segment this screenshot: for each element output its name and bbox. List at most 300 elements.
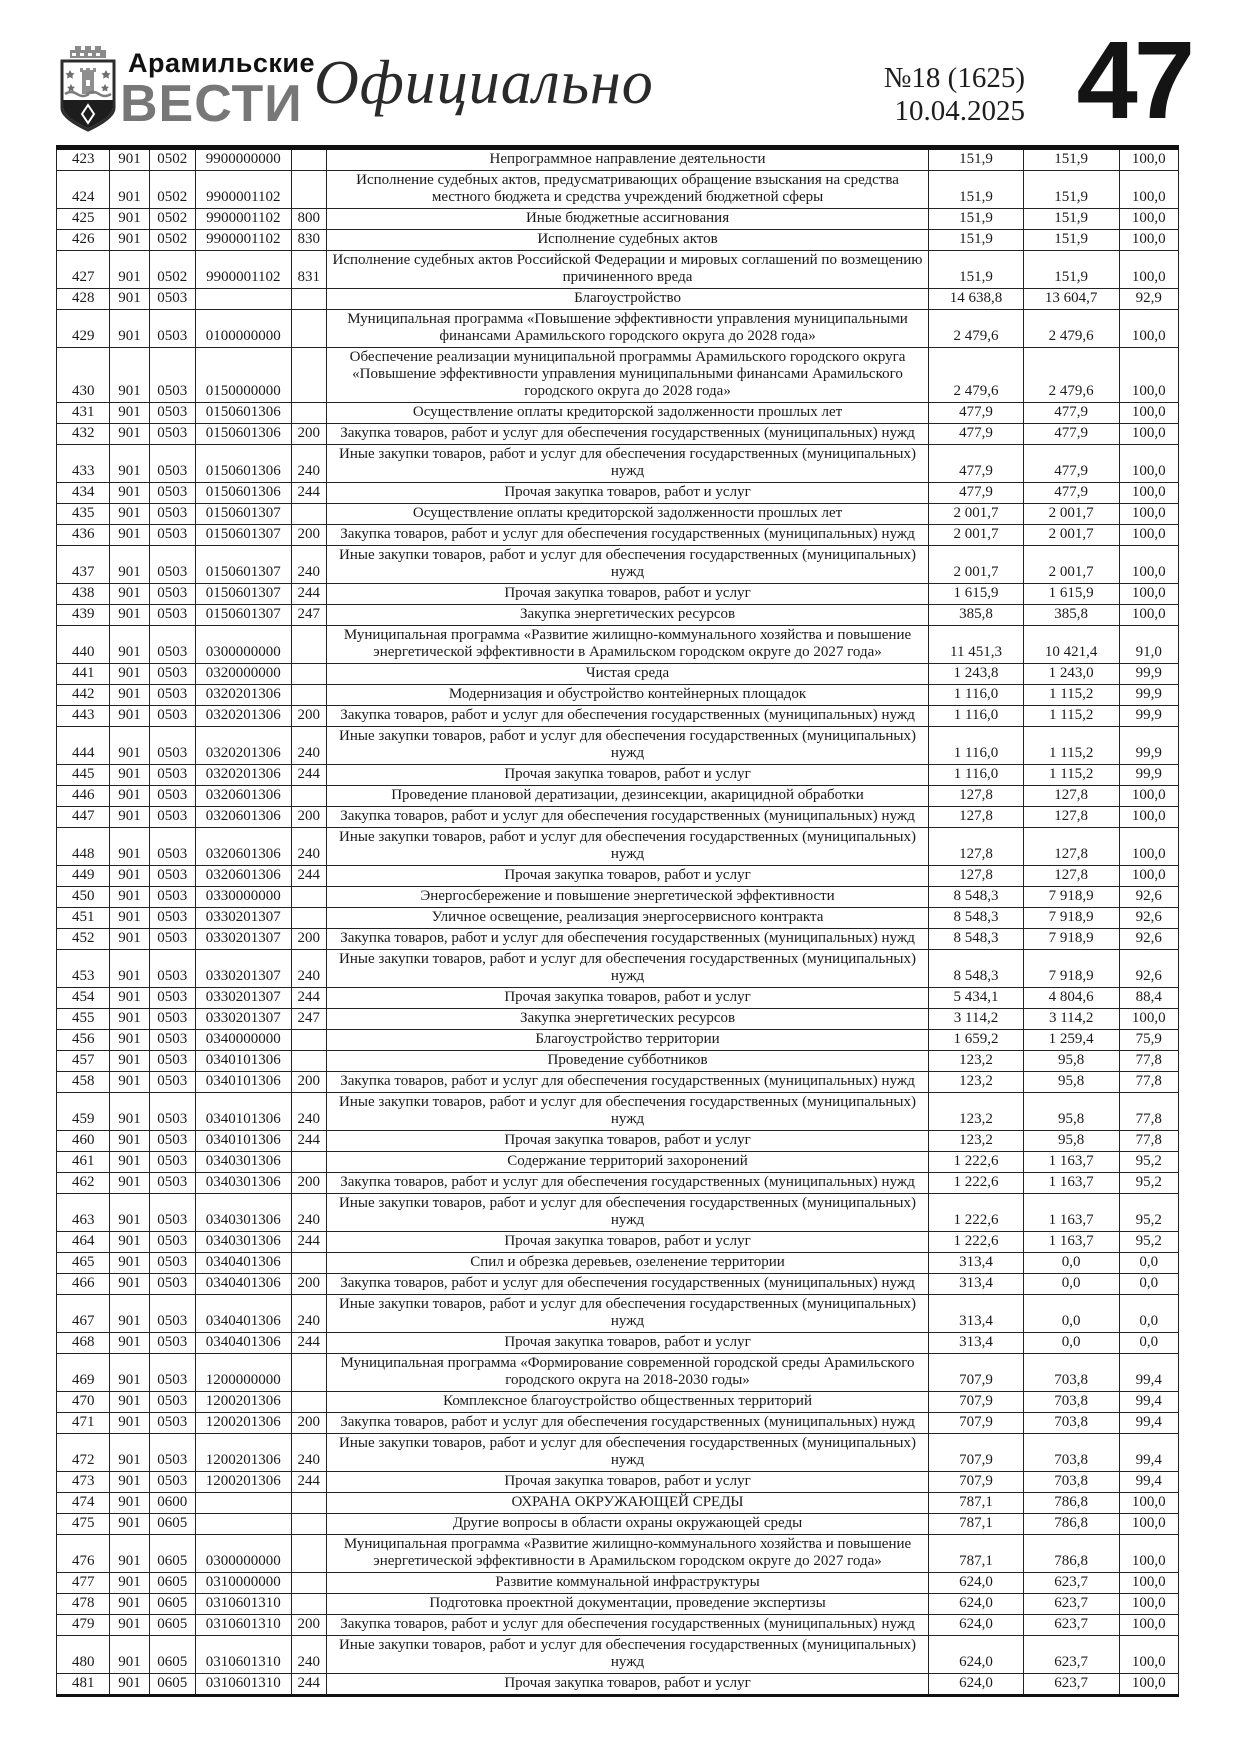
section-code-cell: 0605 xyxy=(149,1674,195,1696)
expense-type-cell: 244 xyxy=(291,483,326,504)
plan-value-cell: 127,8 xyxy=(929,866,1024,887)
row-number-cell: 430 xyxy=(57,348,110,403)
expense-type-cell: 200 xyxy=(291,424,326,445)
expense-type-cell: 244 xyxy=(291,988,326,1009)
expense-type-cell xyxy=(291,1051,326,1072)
expense-name-cell: Иные закупки товаров, работ и услуг для обеспечения государственных (муниципальных) нужд xyxy=(326,1636,928,1674)
row-number-cell: 447 xyxy=(57,807,110,828)
percent-value-cell: 100,0 xyxy=(1119,1573,1178,1594)
target-article-cell: 0150601307 xyxy=(195,504,291,525)
target-article-cell: 0100000000 xyxy=(195,310,291,348)
grbs-code-cell: 901 xyxy=(110,1072,149,1093)
row-number-cell: 451 xyxy=(57,908,110,929)
grbs-code-cell: 901 xyxy=(110,1333,149,1354)
expense-name-cell: Благоустройство xyxy=(326,289,928,310)
grbs-code-cell: 901 xyxy=(110,1493,149,1514)
grbs-code-cell: 901 xyxy=(110,1514,149,1535)
expense-type-cell xyxy=(291,1514,326,1535)
percent-value-cell: 91,0 xyxy=(1119,626,1178,664)
table-row xyxy=(57,1295,1179,1333)
expense-name-cell: Муниципальная программа «Развитие жилищно-коммунального хозяйства и повышение энергетической эффективности в Арамильском городском округе до 2027 года» xyxy=(326,626,928,664)
plan-value-cell: 624,0 xyxy=(929,1573,1024,1594)
plan-value-cell: 123,2 xyxy=(929,1131,1024,1152)
expense-type-cell: 200 xyxy=(291,525,326,546)
fact-value-cell: 3 114,2 xyxy=(1023,1009,1119,1030)
fact-value-cell: 95,8 xyxy=(1023,1131,1119,1152)
section-code-cell: 0503 xyxy=(149,403,195,424)
section-code-cell: 0503 xyxy=(149,828,195,866)
percent-value-cell: 100,0 xyxy=(1119,1615,1178,1636)
table-row xyxy=(57,1594,1179,1615)
section-code-cell: 0503 xyxy=(149,1392,195,1413)
target-article-cell: 0310601310 xyxy=(195,1615,291,1636)
expense-name-cell: Закупка товаров, работ и услуг для обеспечения государственных (муниципальных) нужд xyxy=(326,1072,928,1093)
fact-value-cell: 1 615,9 xyxy=(1023,584,1119,605)
table-row xyxy=(57,348,1179,403)
grbs-code-cell: 901 xyxy=(110,1472,149,1493)
grbs-code-cell: 901 xyxy=(110,171,149,209)
target-article-cell: 1200000000 xyxy=(195,1354,291,1392)
row-number-cell: 478 xyxy=(57,1594,110,1615)
plan-value-cell: 123,2 xyxy=(929,1072,1024,1093)
brand-name-bottom: ВЕСТИ xyxy=(120,75,303,133)
percent-value-cell: 100,0 xyxy=(1119,1636,1178,1674)
fact-value-cell: 0,0 xyxy=(1023,1295,1119,1333)
table-row xyxy=(57,988,1179,1009)
row-number-cell: 469 xyxy=(57,1354,110,1392)
percent-value-cell: 92,6 xyxy=(1119,908,1178,929)
table-row xyxy=(57,310,1179,348)
row-number-cell: 480 xyxy=(57,1636,110,1674)
section-code-cell: 0503 xyxy=(149,1009,195,1030)
grbs-code-cell: 901 xyxy=(110,1051,149,1072)
expense-name-cell: Уличное освещение, реализация энергосервисного контракта xyxy=(326,908,928,929)
percent-value-cell: 100,0 xyxy=(1119,1514,1178,1535)
target-article-cell: 1200201306 xyxy=(195,1472,291,1493)
grbs-code-cell: 901 xyxy=(110,1274,149,1295)
fact-value-cell: 477,9 xyxy=(1023,483,1119,504)
grbs-code-cell: 901 xyxy=(110,605,149,626)
section-code-cell: 0503 xyxy=(149,1434,195,1472)
row-number-cell: 427 xyxy=(57,251,110,289)
percent-value-cell: 100,0 xyxy=(1119,483,1178,504)
grbs-code-cell: 901 xyxy=(110,1535,149,1573)
target-article-cell: 0150601307 xyxy=(195,525,291,546)
percent-value-cell: 77,8 xyxy=(1119,1131,1178,1152)
table-row xyxy=(57,605,1179,626)
expense-type-cell: 240 xyxy=(291,445,326,483)
expense-name-cell: Прочая закупка товаров, работ и услуг xyxy=(326,1333,928,1354)
expense-type-cell: 200 xyxy=(291,1274,326,1295)
table-row xyxy=(57,171,1179,209)
row-number-cell: 455 xyxy=(57,1009,110,1030)
expense-name-cell: Комплексное благоустройство общественных территорий xyxy=(326,1392,928,1413)
row-number-cell: 481 xyxy=(57,1674,110,1696)
target-article-cell: 9900000000 xyxy=(195,148,291,171)
fact-value-cell: 703,8 xyxy=(1023,1354,1119,1392)
table-row xyxy=(57,1636,1179,1674)
section-code-cell: 0503 xyxy=(149,988,195,1009)
expense-name-cell: Муниципальная программа «Формирование современной городской среды Арамильского городского округа на 2018-2030 годы» xyxy=(326,1354,928,1392)
percent-value-cell: 95,2 xyxy=(1119,1232,1178,1253)
expense-name-cell: Муниципальная программа «Развитие жилищно-коммунального хозяйства и повышение энергетической эффективности в Арамильском городском округе до 2027 года» xyxy=(326,1535,928,1573)
plan-value-cell: 477,9 xyxy=(929,483,1024,504)
target-article-cell: 0320201306 xyxy=(195,706,291,727)
expense-type-cell xyxy=(291,1493,326,1514)
expense-type-cell: 240 xyxy=(291,1636,326,1674)
table-row xyxy=(57,1333,1179,1354)
fact-value-cell: 1 163,7 xyxy=(1023,1232,1119,1253)
target-article-cell: 0300000000 xyxy=(195,1535,291,1573)
table-row xyxy=(57,1514,1179,1535)
percent-value-cell: 100,0 xyxy=(1119,209,1178,230)
plan-value-cell: 5 434,1 xyxy=(929,988,1024,1009)
table-row xyxy=(57,251,1179,289)
expense-name-cell: Проведение субботников xyxy=(326,1051,928,1072)
fact-value-cell: 95,8 xyxy=(1023,1072,1119,1093)
row-number-cell: 472 xyxy=(57,1434,110,1472)
expense-type-cell: 240 xyxy=(291,1434,326,1472)
row-number-cell: 433 xyxy=(57,445,110,483)
fact-value-cell: 151,9 xyxy=(1023,251,1119,289)
target-article-cell: 0320201306 xyxy=(195,765,291,786)
row-number-cell: 473 xyxy=(57,1472,110,1493)
grbs-code-cell: 901 xyxy=(110,1253,149,1274)
table-row xyxy=(57,786,1179,807)
plan-value-cell: 151,9 xyxy=(929,209,1024,230)
section-code-cell: 0502 xyxy=(149,230,195,251)
fact-value-cell: 477,9 xyxy=(1023,403,1119,424)
expense-type-cell: 240 xyxy=(291,950,326,988)
percent-value-cell: 99,9 xyxy=(1119,685,1178,706)
grbs-code-cell: 901 xyxy=(110,664,149,685)
target-article-cell: 9900001102 xyxy=(195,171,291,209)
table-row xyxy=(57,424,1179,445)
table-row xyxy=(57,887,1179,908)
row-number-cell: 474 xyxy=(57,1493,110,1514)
fact-value-cell: 1 243,0 xyxy=(1023,664,1119,685)
section-code-cell: 0503 xyxy=(149,1072,195,1093)
fact-value-cell: 1 259,4 xyxy=(1023,1030,1119,1051)
table-row xyxy=(57,1493,1179,1514)
row-number-cell: 441 xyxy=(57,664,110,685)
grbs-code-cell: 901 xyxy=(110,310,149,348)
table-row xyxy=(57,950,1179,988)
expense-type-cell xyxy=(291,1535,326,1573)
percent-value-cell: 100,0 xyxy=(1119,828,1178,866)
section-code-cell: 0600 xyxy=(149,1493,195,1514)
fact-value-cell: 95,8 xyxy=(1023,1051,1119,1072)
expense-type-cell: 244 xyxy=(291,1333,326,1354)
expense-name-cell: Иные закупки товаров, работ и услуг для обеспечения государственных (муниципальных) нужд xyxy=(326,1434,928,1472)
row-number-cell: 446 xyxy=(57,786,110,807)
section-code-cell: 0503 xyxy=(149,1333,195,1354)
table-row xyxy=(57,1253,1179,1274)
expense-name-cell: Модернизация и обустройство контейнерных площадок xyxy=(326,685,928,706)
target-article-cell: 0310601310 xyxy=(195,1636,291,1674)
fact-value-cell: 13 604,7 xyxy=(1023,289,1119,310)
section-code-cell: 0502 xyxy=(149,171,195,209)
section-code-cell: 0503 xyxy=(149,546,195,584)
section-code-cell: 0503 xyxy=(149,706,195,727)
fact-value-cell: 1 115,2 xyxy=(1023,765,1119,786)
table-row xyxy=(57,483,1179,504)
section-code-cell: 0503 xyxy=(149,1295,195,1333)
target-article-cell: 0310601310 xyxy=(195,1594,291,1615)
expense-name-cell: Подготовка проектной документации, проведение экспертизы xyxy=(326,1594,928,1615)
table-row xyxy=(57,727,1179,765)
expense-name-cell: Закупка товаров, работ и услуг для обеспечения государственных (муниципальных) нужд xyxy=(326,807,928,828)
expense-type-cell xyxy=(291,310,326,348)
expense-name-cell: Муниципальная программа «Повышение эффективности управления муниципальными финансами Арамильского городского округа до 2028 года» xyxy=(326,310,928,348)
table-row xyxy=(57,1131,1179,1152)
plan-value-cell: 1 116,0 xyxy=(929,727,1024,765)
row-number-cell: 442 xyxy=(57,685,110,706)
target-article-cell: 0340101306 xyxy=(195,1131,291,1152)
target-article-cell: 0340301306 xyxy=(195,1173,291,1194)
grbs-code-cell: 901 xyxy=(110,1173,149,1194)
table-row xyxy=(57,1573,1179,1594)
fact-value-cell: 151,9 xyxy=(1023,209,1119,230)
table-row xyxy=(57,1615,1179,1636)
plan-value-cell: 313,4 xyxy=(929,1333,1024,1354)
grbs-code-cell: 901 xyxy=(110,950,149,988)
target-article-cell: 9900001102 xyxy=(195,209,291,230)
expense-type-cell: 240 xyxy=(291,546,326,584)
table-row xyxy=(57,504,1179,525)
plan-value-cell: 707,9 xyxy=(929,1434,1024,1472)
row-number-cell: 425 xyxy=(57,209,110,230)
expense-name-cell: Непрограммное направление деятельности xyxy=(326,148,928,171)
expense-name-cell: Закупка товаров, работ и услуг для обеспечения государственных (муниципальных) нужд xyxy=(326,525,928,546)
expense-type-cell xyxy=(291,348,326,403)
target-article-cell: 0330201307 xyxy=(195,950,291,988)
expense-name-cell: Иные закупки товаров, работ и услуг для обеспечения государственных (муниципальных) нужд xyxy=(326,1093,928,1131)
percent-value-cell: 100,0 xyxy=(1119,348,1178,403)
fact-value-cell: 623,7 xyxy=(1023,1615,1119,1636)
plan-value-cell: 313,4 xyxy=(929,1274,1024,1295)
grbs-code-cell: 901 xyxy=(110,807,149,828)
percent-value-cell: 95,2 xyxy=(1119,1152,1178,1173)
plan-value-cell: 477,9 xyxy=(929,403,1024,424)
expense-name-cell: Прочая закупка товаров, работ и услуг xyxy=(326,1472,928,1493)
section-code-cell: 0503 xyxy=(149,584,195,605)
budget-table-wrap xyxy=(56,145,1185,1697)
expense-name-cell: Иные закупки товаров, работ и услуг для обеспечения государственных (муниципальных) нужд xyxy=(326,445,928,483)
expense-type-cell: 244 xyxy=(291,1472,326,1493)
plan-value-cell: 151,9 xyxy=(929,148,1024,171)
expense-type-cell xyxy=(291,626,326,664)
percent-value-cell: 100,0 xyxy=(1119,424,1178,445)
plan-value-cell: 151,9 xyxy=(929,230,1024,251)
table-row xyxy=(57,1535,1179,1573)
issue-block xyxy=(884,62,1025,128)
fact-value-cell: 4 804,6 xyxy=(1023,988,1119,1009)
row-number-cell: 464 xyxy=(57,1232,110,1253)
grbs-code-cell: 901 xyxy=(110,828,149,866)
target-article-cell: 0320201306 xyxy=(195,685,291,706)
target-article-cell: 0340301306 xyxy=(195,1152,291,1173)
newspaper-page xyxy=(56,0,1191,1697)
expense-type-cell xyxy=(291,664,326,685)
percent-value-cell: 0,0 xyxy=(1119,1253,1178,1274)
expense-name-cell: Закупка товаров, работ и услуг для обеспечения государственных (муниципальных) нужд xyxy=(326,1413,928,1434)
expense-type-cell: 200 xyxy=(291,807,326,828)
grbs-code-cell: 901 xyxy=(110,230,149,251)
expense-name-cell: Закупка товаров, работ и услуг для обеспечения государственных (муниципальных) нужд xyxy=(326,1615,928,1636)
plan-value-cell: 1 659,2 xyxy=(929,1030,1024,1051)
row-number-cell: 432 xyxy=(57,424,110,445)
section-code-cell: 0503 xyxy=(149,1413,195,1434)
row-number-cell: 465 xyxy=(57,1253,110,1274)
plan-value-cell: 127,8 xyxy=(929,828,1024,866)
table-row xyxy=(57,1392,1179,1413)
expense-type-cell: 244 xyxy=(291,765,326,786)
percent-value-cell: 99,4 xyxy=(1119,1392,1178,1413)
fact-value-cell: 127,8 xyxy=(1023,866,1119,887)
target-article-cell: 0150601307 xyxy=(195,546,291,584)
grbs-code-cell: 901 xyxy=(110,706,149,727)
table-row xyxy=(57,664,1179,685)
section-code-cell: 0503 xyxy=(149,664,195,685)
section-code-cell: 0605 xyxy=(149,1594,195,1615)
section-title: Официально xyxy=(314,49,654,117)
percent-value-cell: 99,9 xyxy=(1119,765,1178,786)
section-code-cell: 0503 xyxy=(149,1354,195,1392)
plan-value-cell: 385,8 xyxy=(929,605,1024,626)
fact-value-cell: 151,9 xyxy=(1023,230,1119,251)
table-row xyxy=(57,525,1179,546)
section-code-cell: 0503 xyxy=(149,1131,195,1152)
row-number-cell: 434 xyxy=(57,483,110,504)
target-article-cell: 0150601306 xyxy=(195,483,291,504)
percent-value-cell: 100,0 xyxy=(1119,403,1178,424)
target-article-cell: 1200201306 xyxy=(195,1434,291,1472)
row-number-cell: 429 xyxy=(57,310,110,348)
grbs-code-cell: 901 xyxy=(110,445,149,483)
expense-name-cell: Прочая закупка товаров, работ и услуг xyxy=(326,866,928,887)
row-number-cell: 444 xyxy=(57,727,110,765)
fact-value-cell: 786,8 xyxy=(1023,1493,1119,1514)
row-number-cell: 463 xyxy=(57,1194,110,1232)
section-code-cell: 0503 xyxy=(149,1274,195,1295)
percent-value-cell: 99,4 xyxy=(1119,1434,1178,1472)
plan-value-cell: 1 116,0 xyxy=(929,685,1024,706)
target-article-cell: 0150601306 xyxy=(195,445,291,483)
plan-value-cell: 624,0 xyxy=(929,1674,1024,1696)
row-number-cell: 452 xyxy=(57,929,110,950)
grbs-code-cell: 901 xyxy=(110,1152,149,1173)
grbs-code-cell: 901 xyxy=(110,929,149,950)
plan-value-cell: 123,2 xyxy=(929,1093,1024,1131)
expense-type-cell: 244 xyxy=(291,1674,326,1696)
percent-value-cell: 99,4 xyxy=(1119,1472,1178,1493)
fact-value-cell: 127,8 xyxy=(1023,786,1119,807)
row-number-cell: 470 xyxy=(57,1392,110,1413)
expense-type-cell xyxy=(291,171,326,209)
table-row xyxy=(57,807,1179,828)
percent-value-cell: 99,9 xyxy=(1119,664,1178,685)
grbs-code-cell: 901 xyxy=(110,1030,149,1051)
section-code-cell: 0503 xyxy=(149,765,195,786)
expense-name-cell: Иные закупки товаров, работ и услуг для обеспечения государственных (муниципальных) нужд xyxy=(326,727,928,765)
table-row xyxy=(57,685,1179,706)
section-code-cell: 0605 xyxy=(149,1514,195,1535)
section-code-cell: 0503 xyxy=(149,1173,195,1194)
row-number-cell: 424 xyxy=(57,171,110,209)
expense-type-cell: 830 xyxy=(291,230,326,251)
section-code-cell: 0503 xyxy=(149,1472,195,1493)
grbs-code-cell: 901 xyxy=(110,1594,149,1615)
expense-type-cell: 240 xyxy=(291,1295,326,1333)
expense-type-cell xyxy=(291,1030,326,1051)
target-article-cell: 0340401306 xyxy=(195,1333,291,1354)
grbs-code-cell: 901 xyxy=(110,584,149,605)
grbs-code-cell: 901 xyxy=(110,1232,149,1253)
fact-value-cell: 703,8 xyxy=(1023,1392,1119,1413)
section-code-cell: 0503 xyxy=(149,727,195,765)
fact-value-cell: 0,0 xyxy=(1023,1333,1119,1354)
section-code-cell: 0503 xyxy=(149,1253,195,1274)
percent-value-cell: 100,0 xyxy=(1119,866,1178,887)
expense-name-cell: Иные закупки товаров, работ и услуг для обеспечения государственных (муниципальных) нужд xyxy=(326,1295,928,1333)
percent-value-cell: 100,0 xyxy=(1119,445,1178,483)
row-number-cell: 459 xyxy=(57,1093,110,1131)
section-code-cell: 0503 xyxy=(149,525,195,546)
row-number-cell: 476 xyxy=(57,1535,110,1573)
expense-type-cell xyxy=(291,1392,326,1413)
table-row xyxy=(57,706,1179,727)
target-article-cell: 0320000000 xyxy=(195,664,291,685)
grbs-code-cell: 901 xyxy=(110,148,149,171)
plan-value-cell: 8 548,3 xyxy=(929,929,1024,950)
grbs-code-cell: 901 xyxy=(110,546,149,584)
section-code-cell: 0503 xyxy=(149,445,195,483)
grbs-code-cell: 901 xyxy=(110,1615,149,1636)
target-article-cell: 0310000000 xyxy=(195,1573,291,1594)
section-code-cell: 0502 xyxy=(149,148,195,171)
expense-type-cell: 244 xyxy=(291,1131,326,1152)
plan-value-cell: 151,9 xyxy=(929,251,1024,289)
expense-name-cell: Спил и обрезка деревьев, озеленение территории xyxy=(326,1253,928,1274)
fact-value-cell: 623,7 xyxy=(1023,1636,1119,1674)
percent-value-cell: 100,0 xyxy=(1119,171,1178,209)
target-article-cell: 1200201306 xyxy=(195,1413,291,1434)
plan-value-cell: 707,9 xyxy=(929,1354,1024,1392)
fact-value-cell: 1 163,7 xyxy=(1023,1194,1119,1232)
table-row xyxy=(57,1009,1179,1030)
grbs-code-cell: 901 xyxy=(110,1131,149,1152)
percent-value-cell: 95,2 xyxy=(1119,1194,1178,1232)
budget-table xyxy=(56,145,1179,1697)
table-row xyxy=(57,1093,1179,1131)
percent-value-cell: 100,0 xyxy=(1119,605,1178,626)
section-code-cell: 0503 xyxy=(149,1030,195,1051)
target-article-cell: 0320201306 xyxy=(195,727,291,765)
plan-value-cell: 787,1 xyxy=(929,1493,1024,1514)
expense-type-cell: 240 xyxy=(291,828,326,866)
target-article-cell: 0330201307 xyxy=(195,929,291,950)
expense-name-cell: Исполнение судебных актов xyxy=(326,230,928,251)
target-article-cell: 0310601310 xyxy=(195,1674,291,1696)
target-article-cell: 0340101306 xyxy=(195,1072,291,1093)
expense-type-cell: 200 xyxy=(291,1072,326,1093)
plan-value-cell: 11 451,3 xyxy=(929,626,1024,664)
target-article-cell: 0340101306 xyxy=(195,1093,291,1131)
expense-type-cell: 200 xyxy=(291,929,326,950)
percent-value-cell: 77,8 xyxy=(1119,1072,1178,1093)
percent-value-cell: 100,0 xyxy=(1119,251,1178,289)
